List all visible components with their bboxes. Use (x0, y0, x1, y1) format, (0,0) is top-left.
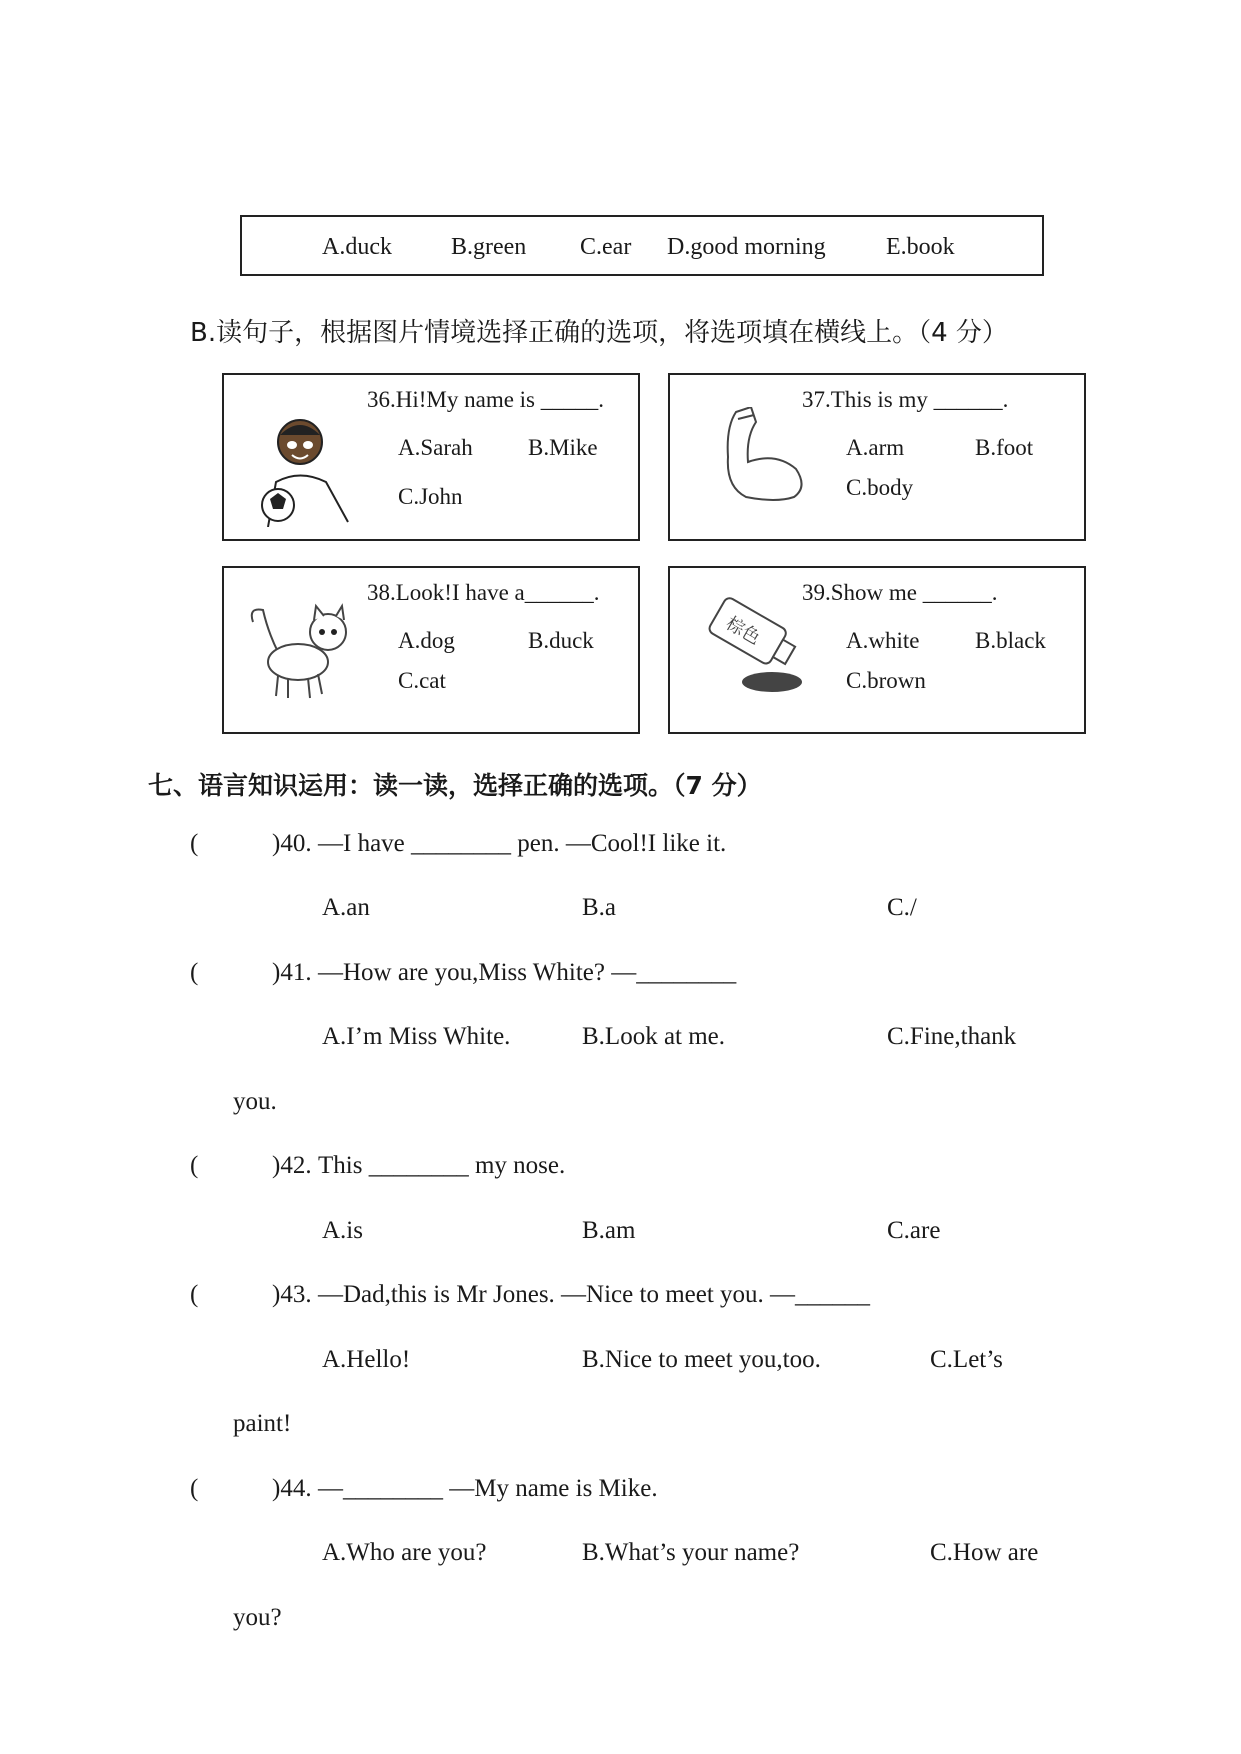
option: B.am (582, 1217, 636, 1244)
question-stem: 38.Look!I have a______. (367, 580, 600, 605)
option: B.Nice to meet you,too. (582, 1346, 821, 1373)
question-paren: ( (190, 830, 199, 857)
option: B.Mike (528, 435, 598, 460)
question-text: —How are you,Miss White? —________ (318, 959, 737, 986)
question-number: )43. (272, 1281, 312, 1308)
question-number: )40. (272, 830, 312, 857)
word-bank-item: A.duck (322, 234, 392, 260)
paint-tube-label: 棕色 (722, 612, 764, 650)
option: C.How are (930, 1539, 1039, 1566)
option-wrap: you. (233, 1088, 277, 1115)
option: A.I’m Miss White. (322, 1023, 511, 1050)
option-wrap: you? (233, 1604, 282, 1631)
option-wrap: paint! (233, 1410, 292, 1437)
question-text: This ________ my nose. (318, 1152, 566, 1179)
question-number: )42. (272, 1152, 312, 1179)
question-text: —________ —My name is Mike. (318, 1475, 658, 1502)
option: A.arm (846, 435, 905, 460)
question-number: )44. (272, 1475, 312, 1502)
word-bank-item: C.ear (580, 234, 632, 260)
option: B.a (582, 894, 617, 921)
question-stem: 39.Show me ______. (802, 580, 998, 605)
word-bank-item: E.book (886, 234, 955, 260)
option: A.Who are you? (322, 1539, 487, 1566)
question-paren: ( (190, 1281, 199, 1308)
option: B.What’s your name? (582, 1539, 800, 1566)
question-stem: 37.This is my ______. (802, 387, 1009, 412)
option: A.white (846, 628, 920, 653)
cat-picture (248, 602, 358, 702)
word-bank-item: D.good morning (667, 234, 826, 260)
question-text: —Dad,this is Mr Jones. —Nice to meet you. —______ (318, 1281, 871, 1308)
question-box-37 (668, 373, 1086, 541)
question-text: —I have ________ pen. —Cool!I like it. (318, 830, 727, 857)
option: C.are (887, 1217, 941, 1244)
option: A.dog (398, 628, 455, 653)
arm-picture (716, 407, 816, 517)
option: C.body (846, 475, 914, 500)
boy-with-ball-picture (248, 407, 358, 527)
option: B.black (975, 628, 1046, 653)
section-b-title: B.读句子，根据图片情境选择正确的选项，将选项填在横线上。（4 分） (190, 318, 1008, 348)
option: C.John (398, 484, 463, 509)
option: C.brown (846, 668, 926, 693)
paint-tube-picture (692, 592, 807, 692)
option: B.duck (528, 628, 594, 653)
section-7-title: 七、语言知识运用：读一读，选择正确的选项。（7 分） (148, 771, 762, 800)
option: A.Sarah (398, 435, 473, 460)
option: B.foot (975, 435, 1034, 460)
question-paren: ( (190, 1152, 199, 1179)
option: B.Look at me. (582, 1023, 726, 1050)
option: C.Fine,thank (887, 1023, 1017, 1050)
question-box-38 (222, 566, 640, 734)
question-box-39 (668, 566, 1086, 734)
word-bank-box (240, 215, 1044, 276)
option: C.cat (398, 668, 446, 693)
option: A.an (322, 894, 370, 921)
question-paren: ( (190, 959, 199, 986)
option: C.Let’s (930, 1346, 1003, 1373)
word-bank-item: B.green (451, 234, 527, 260)
question-box-36 (222, 373, 640, 541)
option: A.is (322, 1217, 363, 1244)
question-paren: ( (190, 1475, 199, 1502)
question-number: )41. (272, 959, 312, 986)
option: A.Hello! (322, 1346, 411, 1373)
option: C./ (887, 894, 917, 921)
question-stem: 36.Hi!My name is _____. (367, 387, 605, 412)
